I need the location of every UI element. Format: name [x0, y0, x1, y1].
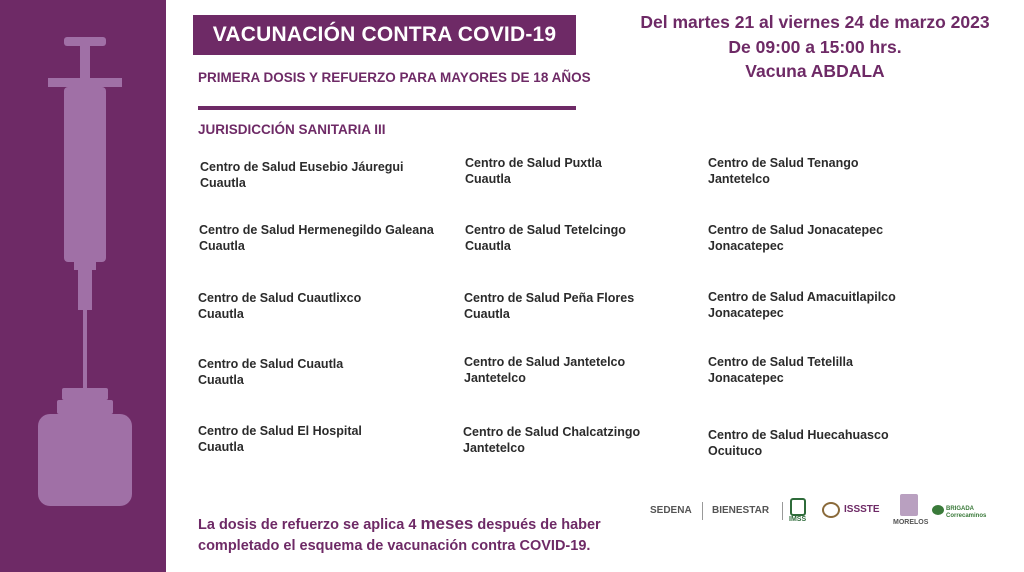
center-name: Centro de Salud Peña Flores [464, 291, 635, 305]
center-item [464, 354, 625, 386]
logo-divider [782, 502, 783, 520]
center-town: Jonacatepec [708, 239, 784, 253]
center-town: Jantetelco [464, 371, 526, 385]
center-name: Centro de Salud Hermenegildo Galeana [199, 223, 434, 237]
note-line-1 [198, 513, 601, 536]
sponsor-logos [646, 492, 990, 532]
brigada-logo: BRIGADA Correcaminos [946, 506, 987, 519]
center-name: Centro de Salud Jantetelco [464, 355, 626, 369]
issste-icon [822, 502, 840, 518]
center-item [465, 155, 602, 187]
note-emphasis: meses [420, 514, 474, 533]
jurisdiction-label: JURISDICCIÓN SANITARIA III [198, 122, 386, 137]
subtitle: PRIMERA DOSIS Y REFUERZO PARA MAYORES DE 18 AÑOS [198, 70, 591, 85]
center-town: Cuautla [464, 307, 510, 321]
center-name: Centro de Salud Eusebio Jáuregui [200, 160, 404, 174]
dates-text: Del martes 21 al viernes 24 de marzo 2023 [640, 12, 990, 32]
center-town: Cuautla [198, 440, 244, 454]
center-item [463, 424, 640, 456]
imss-logo: IMSS [789, 516, 807, 523]
center-town: Cuautla [199, 239, 245, 253]
page-title: VACUNACIÓN CONTRA COVID-19 [193, 15, 576, 55]
hours-text: De 09:00 a 15:00 hrs. [728, 36, 902, 57]
center-town: Cuautla [200, 176, 246, 190]
sedena-logo: SEDENA [650, 505, 692, 516]
center-item [708, 427, 889, 459]
center-item [708, 222, 883, 254]
center-town: Cuautla [465, 239, 511, 253]
center-name: Centro de Salud Cuautlixco [198, 291, 362, 305]
center-name: Centro de Salud El Hospital [198, 424, 362, 438]
bienestar-logo: BIENESTAR [712, 505, 770, 516]
morelos-logo: MORELOS [893, 519, 929, 526]
divider [198, 106, 576, 110]
center-name: Centro de Salud Cuautla [198, 357, 344, 371]
center-name: Centro de Salud Huecahuasco [708, 428, 889, 442]
center-town: Cuautla [465, 172, 511, 186]
brigada-icon [932, 505, 944, 515]
imss-icon [790, 498, 806, 516]
center-name: Centro de Salud Tetelilla [708, 355, 853, 369]
center-name: Centro de Salud Amacuitlapilco [708, 290, 896, 304]
center-item [199, 222, 434, 254]
center-town: Jantetelco [463, 441, 525, 455]
center-name: Centro de Salud Tenango [708, 156, 859, 170]
issste-logo: ISSSTE [844, 504, 880, 515]
center-item [198, 356, 343, 388]
logo-divider [702, 502, 703, 520]
center-item [465, 222, 626, 254]
center-town: Jantetelco [708, 172, 770, 186]
morelos-shield-icon [900, 494, 918, 516]
center-town: Jonacatepec [708, 306, 784, 320]
center-item [464, 290, 634, 322]
center-name: Centro de Salud Jonacatepec [708, 223, 884, 237]
note-part1: La dosis de refuerzo se aplica 4 [198, 517, 417, 533]
center-name: Centro de Salud Tetelcingo [465, 223, 626, 237]
syringe-vial-icon [0, 0, 166, 572]
schedule-block [600, 10, 1024, 84]
note-line-2: completado el esquema de vacunación contra COVID-19. [198, 538, 591, 554]
center-item [708, 354, 853, 386]
center-town: Ocuituco [708, 444, 763, 458]
center-item [198, 423, 362, 455]
center-name: Centro de Salud Chalcatzingo [463, 425, 641, 439]
center-item [200, 159, 404, 191]
booster-note [198, 513, 601, 557]
vaccine-text: Vacuna ABDALA [745, 61, 885, 81]
center-town: Cuautla [198, 373, 244, 387]
left-panel [0, 0, 166, 572]
center-item [708, 289, 896, 321]
center-name: Centro de Salud Puxtla [465, 156, 602, 170]
center-item [198, 290, 361, 322]
center-item [708, 155, 858, 187]
center-town: Jonacatepec [708, 371, 784, 385]
note-part2: después de haber [477, 517, 601, 533]
center-town: Cuautla [198, 307, 244, 321]
